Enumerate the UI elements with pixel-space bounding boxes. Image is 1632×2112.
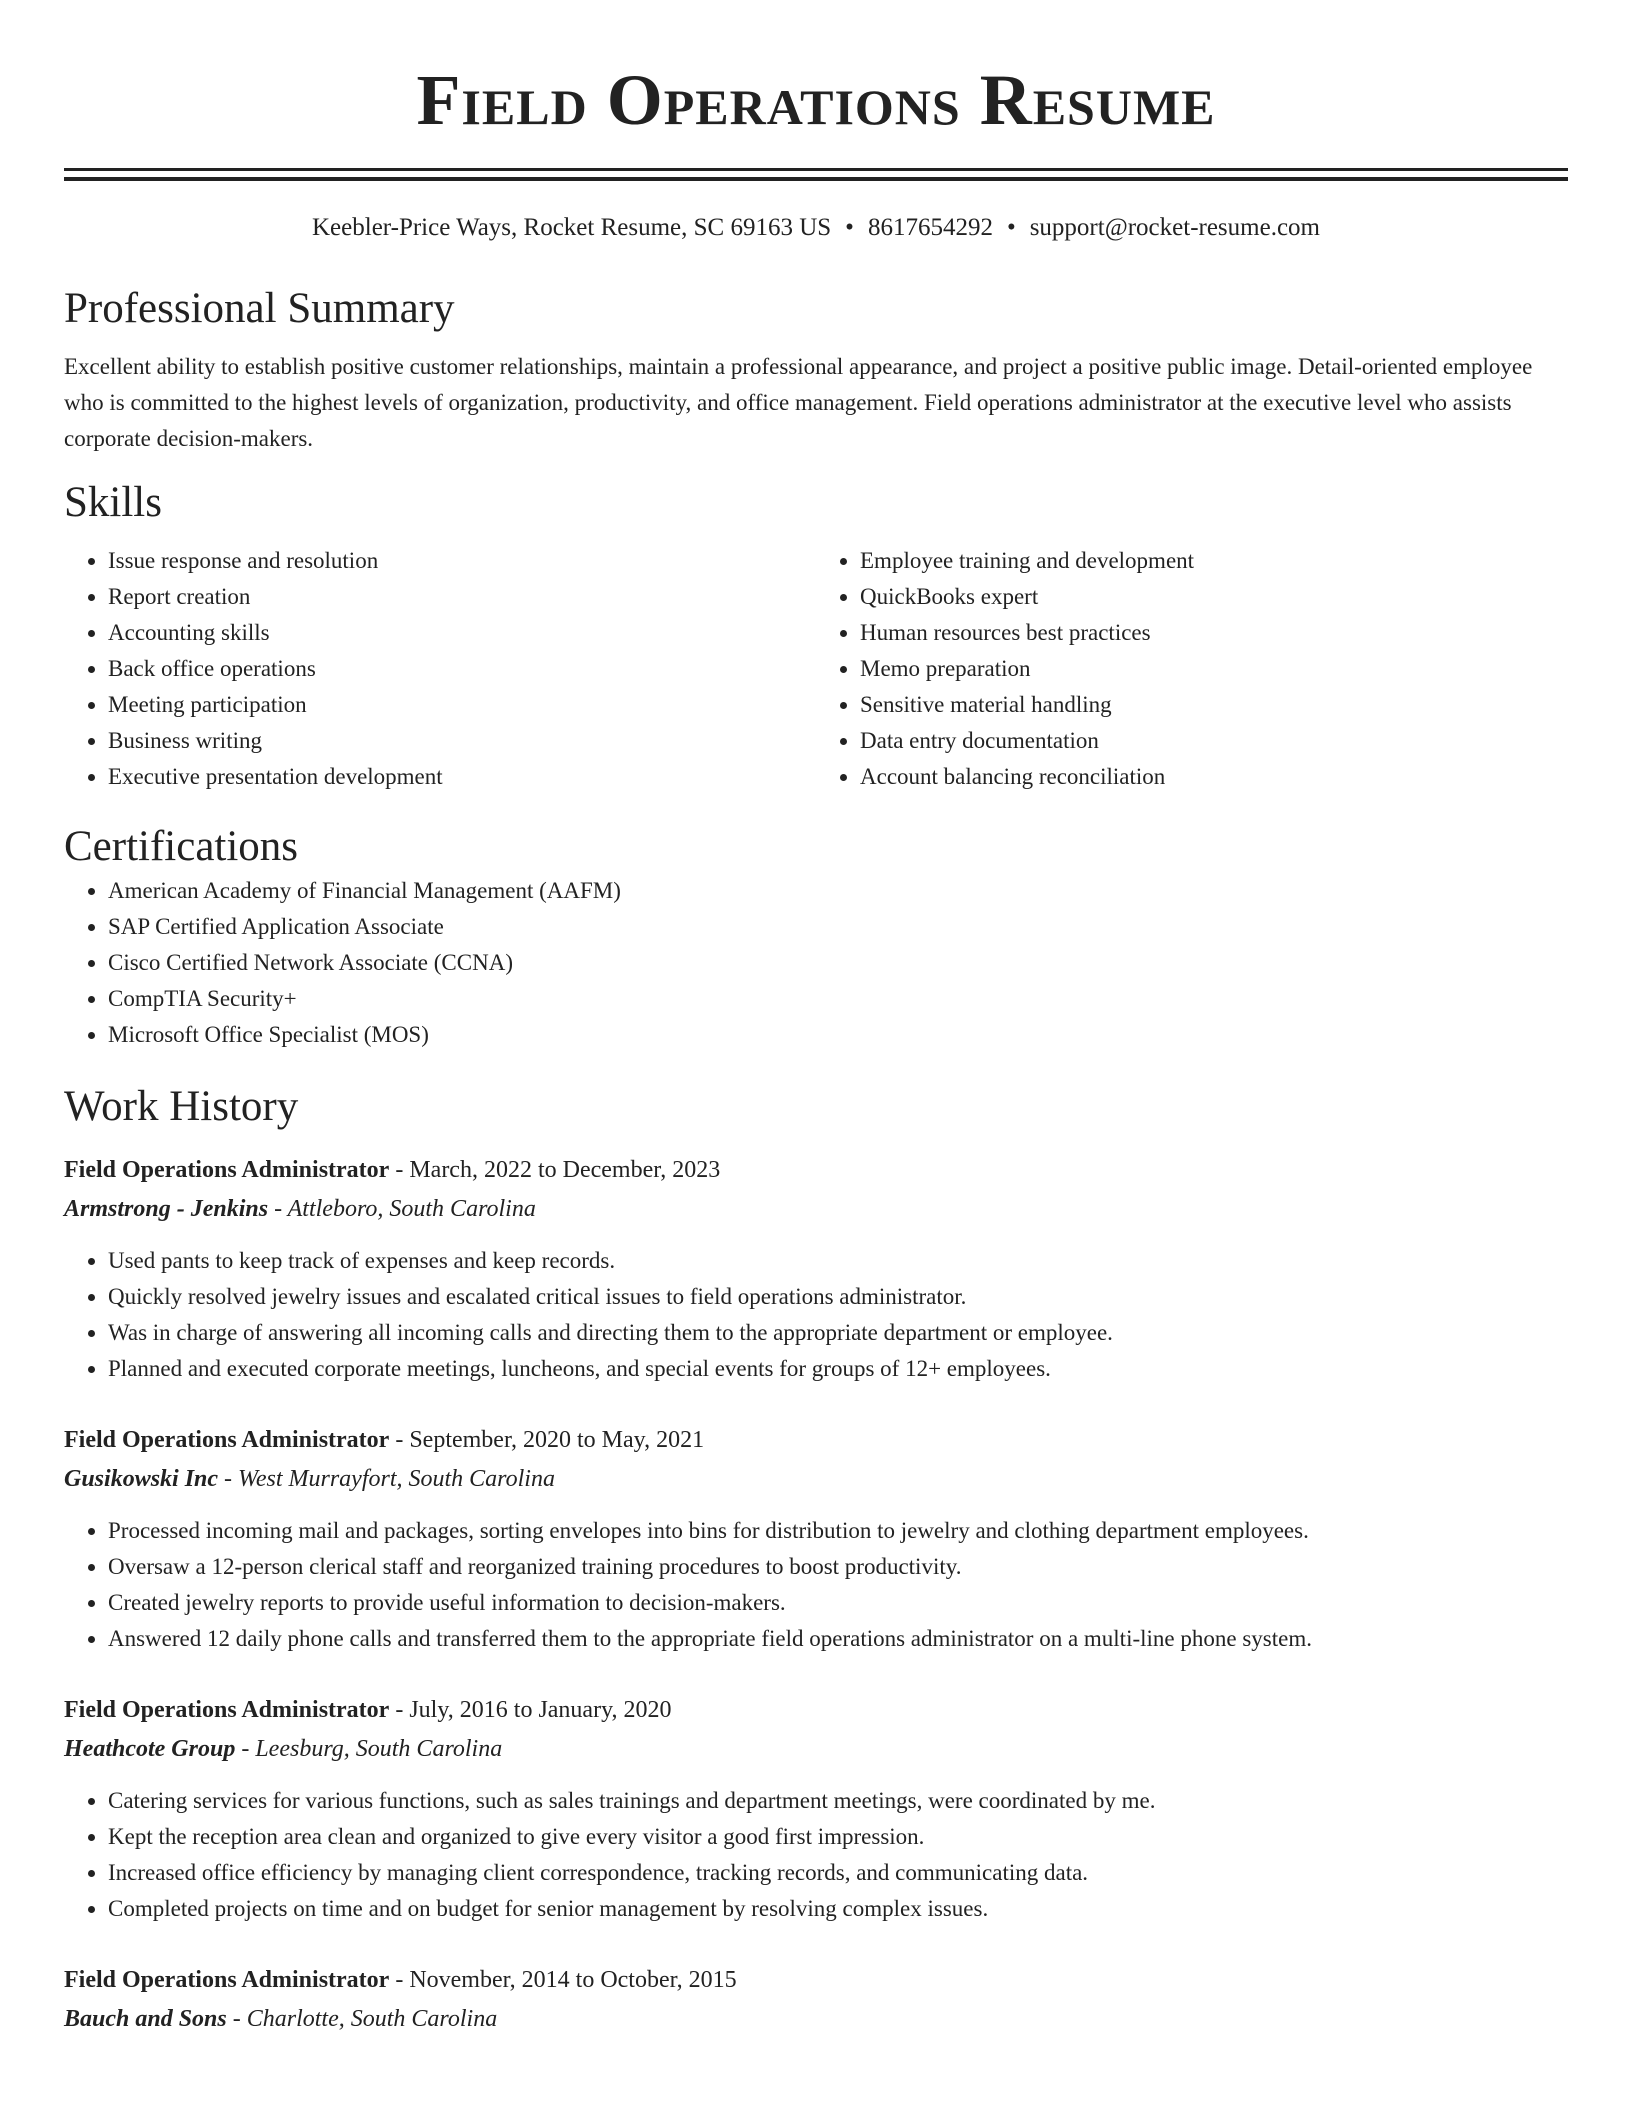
job-title-line [64,1691,1568,1730]
job-duty: • Created jewelry reports to provide useful information to decision-makers. [108,1585,1568,1621]
skill-item: • Sensitive material handling [860,687,1568,723]
job-duties [64,1513,1568,1657]
job-duty: • Used pants to keep track of expenses and keep records. [108,1243,1568,1279]
certifications-section [64,821,1568,1053]
job-location: - Attleboro, South Carolina [274,1196,536,1222]
job-title-line [64,1961,1568,2000]
skill-item: • Accounting skills [108,615,816,651]
skill-item: • Report creation [108,579,816,615]
work-history-heading: Work History [64,1083,299,1130]
job-duty: • Processed incoming mail and packages, sorting envelopes into bins for distribution to jewelry and clothing department employees. [108,1513,1568,1549]
job-entry [64,1421,1568,1657]
title-divider-top [64,168,1568,171]
job-dates: - September, 2020 to May, 2021 [395,1427,705,1453]
job-title: Field Operations Administrator [64,1697,390,1723]
job-location: - Charlotte, South Carolina [232,2006,498,2032]
job-company: Gusikowski Inc [64,1466,219,1492]
job-duty: • Planned and executed corporate meetings, luncheons, and special events for groups of 12+ employees. [108,1351,1568,1387]
certification-item: • American Academy of Financial Management (AAFM) [108,873,1568,909]
job-duty: • Increased office efficiency by managing client correspondence, tracking records, and communicating data. [108,1855,1568,1891]
skill-item: • Memo preparation [860,651,1568,687]
job-duties [64,1243,1568,1387]
job-duty: • Oversaw a 12-person clerical staff and reorganized training procedures to boost productivity. [108,1549,1568,1585]
skills-columns [64,543,1568,795]
job-duties [64,1783,1568,1927]
job-title-line [64,1151,1568,1190]
job-dates: - November, 2014 to October, 2015 [395,1967,737,1993]
job-location: - Leesburg, South Carolina [241,1736,503,1762]
job-company-line [64,1190,1568,1229]
job-title: Field Operations Administrator [64,1967,390,1993]
skills-heading: Skills [64,479,162,526]
job-entry [64,1691,1568,1927]
skill-item: • Employee training and development [860,543,1568,579]
skill-item: • Meeting participation [108,687,816,723]
skill-item: • Back office operations [108,651,816,687]
job-company-line [64,1460,1568,1499]
job-duty: • Answered 12 daily phone calls and transferred them to the appropriate field operations administrator on a multi-line phone system. [108,1621,1568,1657]
job-company-line [64,1730,1568,1769]
job-dates: - July, 2016 to January, 2020 [395,1697,672,1723]
summary-heading: Professional Summary [64,285,455,332]
job-company-line [64,2000,1568,2039]
contact-phone: 8617654292 [867,214,993,241]
skill-item: • Business writing [108,723,816,759]
job-company: Bauch and Sons [64,2006,227,2032]
job-title: Field Operations Administrator [64,1157,390,1183]
job-title-line [64,1421,1568,1460]
job-duty: • Quickly resolved jewelry issues and escalated critical issues to field operations administrator. [108,1279,1568,1315]
certification-item: • Microsoft Office Specialist (MOS) [108,1017,1568,1053]
job-duty: • Catering services for various functions, such as sales trainings and department meetings, were coordinated by me. [108,1783,1568,1819]
work-history-section [64,1081,1568,2039]
summary-text: Excellent ability to establish positive customer relationships, maintain a professional appearance, and project a positive public image. Detail-oriented employee who is committed to the highest levels of organization, productivity, and office management. Field operations administrator at the executive level who assists corporate decision-makers. [64,354,1533,451]
skills-list-left [64,543,816,795]
summary-section [64,283,1568,457]
title-divider-bottom [64,177,1568,181]
skill-item: • Executive presentation development [108,759,816,795]
skill-item: • Human resources best practices [860,615,1568,651]
contact-separator: • [1006,214,1016,241]
certifications-list [64,873,1568,1053]
certification-item: • SAP Certified Application Associate [108,909,1568,945]
job-entry [64,1151,1568,1387]
certification-item: • Cisco Certified Network Associate (CCNA) [108,945,1568,981]
skill-item: • Account balancing reconciliation [860,759,1568,795]
job-dates: - March, 2022 to December, 2023 [395,1157,721,1183]
job-duty: • Completed projects on time and on budget for senior management by resolving complex issues. [108,1891,1568,1927]
skills-list-right [816,543,1568,795]
skill-item: • Issue response and resolution [108,543,816,579]
job-entry [64,1961,1568,2039]
contact-email: support@rocket-resume.com [1029,214,1320,241]
skill-item: • Data entry documentation [860,723,1568,759]
certification-item: • CompTIA Security+ [108,981,1568,1017]
skills-section [64,477,1568,795]
certifications-heading: Certifications [64,823,299,870]
job-duty: • Was in charge of answering all incoming calls and directing them to the appropriate department or employee. [108,1315,1568,1351]
job-company: Armstrong - Jenkins [64,1196,269,1222]
contact-address: Keebler-Price Ways, Rocket Resume, SC 69163 US [312,214,832,241]
skill-item: • QuickBooks expert [860,579,1568,615]
job-title: Field Operations Administrator [64,1427,390,1453]
contact-line [64,211,1568,245]
resume-page [64,0,1568,2039]
job-location: - West Murrayfort, South Carolina [224,1466,555,1492]
page-title: Field Operations Resume [416,60,1216,140]
contact-separator: • [845,214,854,241]
job-duty: • Kept the reception area clean and organized to give every visitor a good first impression. [108,1819,1568,1855]
job-company: Heathcote Group [64,1736,236,1762]
